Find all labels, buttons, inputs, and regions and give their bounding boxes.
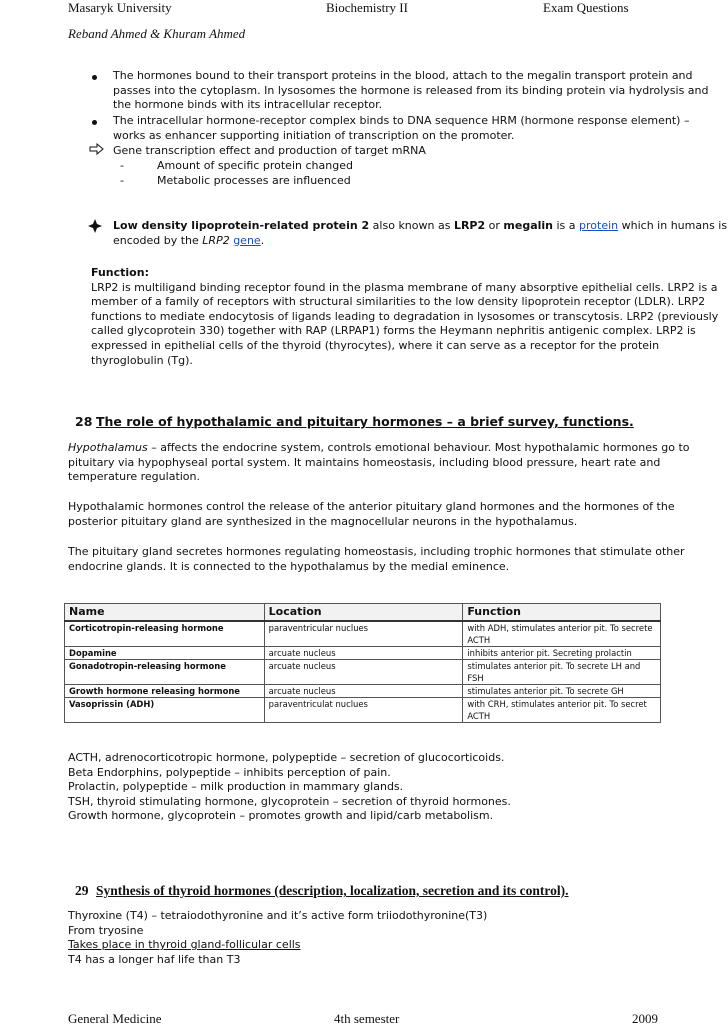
- section-29-title: Synthesis of thyroid hormones (description, localization, secretion and its control).: [96, 883, 569, 898]
- lrp2-bold-name: Low density lipoprotein-related protein 2: [113, 219, 370, 232]
- text-line: works as enhancer supporting initiation of transcription on the promoter.: [113, 128, 515, 142]
- lrp2-text: .: [260, 233, 265, 247]
- function-cell: inhibits anterior pit. Secreting prolactin: [463, 647, 661, 660]
- lrp2-text: also known as: [369, 219, 454, 232]
- dash-item: Metabolic processes are influenced: [157, 174, 351, 187]
- location-cell: arcuate nucleus: [264, 660, 463, 685]
- protein-link[interactable]: protein: [579, 219, 619, 232]
- section-28-p3: [68, 545, 685, 574]
- lrp2-bold-abbrev: LRP2: [453, 219, 486, 232]
- table-row: [65, 621, 661, 647]
- header-exam: Exam Questions: [543, 0, 629, 15]
- text-line: – affects the endocrine system, controls emotional behaviour. Most hypothalamic hormones go to: [147, 441, 690, 454]
- text-line: From tryosine: [68, 923, 144, 937]
- list-item: Beta Endorphins, polypeptide – inhibits perception of pain.: [68, 765, 391, 779]
- table-row: [65, 647, 661, 660]
- hormone-name-cell: Gonadotropin-releasing hormone: [65, 660, 265, 685]
- function-heading: Function:: [91, 266, 149, 279]
- bullet-paragraph-2: [113, 114, 689, 143]
- lrp2-text: encoded by the: [113, 233, 203, 247]
- hypothalamus-italic: Hypothalamus: [68, 441, 148, 454]
- dash-item: Amount of specific protein changed: [157, 159, 353, 172]
- text-line: expressed in epithelial cells of the thyroid (thyrocytes), where it can serve as a receptor for the protein: [91, 338, 660, 352]
- location-cell: paraventricular nuclues: [264, 621, 463, 647]
- lrp2-text: is a: [553, 219, 580, 232]
- function-cell: stimulates anterior pit. To secrete LH and FSH: [463, 660, 661, 685]
- header-course: Biochemistry II: [326, 0, 408, 15]
- section-28-title: The role of hypothalamic and pituitary hormones – a brief survey, functions.: [96, 414, 634, 429]
- text-line: member of a family of receptors with structural similarities to the low density lipoprotein receptor (LDLR). LRP2: [91, 295, 706, 309]
- location-cell: arcuate nucleus: [264, 647, 463, 660]
- text-line: Thyroxine (T4) – tetraiodothyronine and it’s active form triiodothyronine(T3): [68, 909, 488, 922]
- text-line: endocrine glands. It is connected to the hypothalamus by the medial eminence.: [68, 559, 510, 573]
- section-29-body: [68, 909, 487, 967]
- table-row: [65, 698, 661, 723]
- pituitary-hormone-list: [68, 751, 511, 824]
- location-cell: paraventriculat nuclues: [264, 698, 463, 723]
- table-row: [65, 660, 661, 685]
- bullet-dot-icon: [92, 75, 97, 80]
- arrow-right-icon: [89, 143, 105, 160]
- header-university: Masaryk University: [68, 0, 172, 15]
- text-line: The hormones bound to their transport proteins in the blood, attach to the megalin transport protein and: [113, 69, 693, 82]
- lrp2-italic: LRP2: [202, 233, 230, 247]
- hormone-name-cell: Vasoprissin (ADH): [65, 698, 265, 723]
- section-28-p1: [68, 441, 689, 485]
- text-line: The intracellular hormone-receptor complex binds to DNA sequence HRM (hormone response element) –: [113, 114, 690, 127]
- dash-icon: -: [120, 174, 124, 187]
- text-line: called glycoprotein 330) together with RAP (LRPAP1) forms the Heymann nephritis antigenic complex. LRP2 is: [91, 324, 696, 338]
- hormone-name-cell: Growth hormone releasing hormone: [65, 685, 265, 698]
- function-cell: with CRH, stimulates anterior pit. To secret ACTH: [463, 698, 661, 723]
- gene-link[interactable]: gene: [233, 233, 261, 247]
- list-item: ACTH, adrenocorticotropic hormone, polypeptide – secretion of glucocorticoids.: [68, 751, 505, 764]
- list-item: Growth hormone, glycoprotein – promotes growth and lipid/carb metabolism.: [68, 809, 494, 823]
- text-line: the hormone binds with its intracellular receptor.: [113, 98, 383, 112]
- section-28-number: 28: [75, 414, 93, 429]
- hormones-table: [64, 603, 661, 723]
- hormone-name-cell: Corticotropin-releasing hormone: [65, 621, 265, 647]
- footer-center: 4th semester: [334, 1011, 400, 1026]
- text-line: pituitary via hypophyseal portal system. It maintains homeostasis, including blood pressure, heart rate and: [68, 455, 661, 469]
- hormone-name-cell: Dopamine: [65, 647, 265, 660]
- text-line: T4 has a longer haf life than T3: [68, 952, 241, 966]
- text-line: posterior pituitary gland are synthesized in the magnocellular neurons in the hypothalamus.: [68, 514, 578, 528]
- text-line: Hypothalamic hormones control the release of the anterior pituitary gland hormones and the hormones of the: [68, 500, 675, 513]
- arrow-item-text: Gene transcription effect and production of target mRNA: [113, 144, 426, 157]
- text-line: The pituitary gland secretes hormones regulating homeostasis, including trophic hormones that stimulate other: [68, 545, 685, 558]
- text-line: functions to mediate endocytosis of ligands leading to degradation in lysosomes or transcytosis. LRP2 (previously: [91, 309, 719, 323]
- lrp2-text: which in humans is: [618, 219, 728, 232]
- bullet-dot-icon: [92, 120, 97, 125]
- text-line: passes into the cytoplasm. In lysosomes the hormone is released from its binding protein via hydrolysis and: [113, 83, 709, 97]
- lrp2-text: or: [485, 219, 504, 232]
- function-cell: stimulates anterior pit. To secrete GH: [463, 685, 661, 698]
- lrp2-bold-megalin: megalin: [503, 219, 553, 232]
- text-line: temperature regulation.: [68, 470, 201, 484]
- text-line: thyroglobulin (Tg).: [91, 353, 193, 367]
- function-cell: with ADH, stimulates anterior pit. To secrete ACTH: [463, 621, 661, 647]
- location-cell: arcuate nucleus: [264, 685, 463, 698]
- column-header-name: Name: [65, 604, 265, 622]
- header-authors: Reband Ahmed & Khuram Ahmed: [68, 26, 246, 41]
- function-section: [91, 266, 718, 368]
- text-line-underlined: Takes place in thyroid gland-follicular cells: [68, 938, 301, 952]
- section-29-number: 29: [75, 883, 89, 898]
- table-header-row: [65, 604, 661, 622]
- column-header-function: Function: [463, 604, 661, 622]
- section-28-p2: [68, 500, 675, 529]
- footer-right: 2009: [632, 1011, 658, 1026]
- diamond-bullet-icon: [88, 219, 102, 238]
- column-header-location: Location: [264, 604, 463, 622]
- dash-icon: -: [120, 159, 124, 172]
- list-item: TSH, thyroid stimulating hormone, glycoprotein – secretion of thyroid hormones.: [68, 794, 511, 808]
- table-row: [65, 685, 661, 698]
- footer-left: General Medicine: [68, 1011, 162, 1026]
- bullet-paragraph-1: [113, 69, 709, 113]
- lrp2-paragraph: [113, 219, 727, 248]
- list-item: Prolactin, polypeptide – milk production in mammary glands.: [68, 780, 404, 794]
- text-line: LRP2 is multiligand binding receptor found in the plasma membrane of many absorptive epithelial cells. LRP2 is a: [91, 280, 718, 294]
